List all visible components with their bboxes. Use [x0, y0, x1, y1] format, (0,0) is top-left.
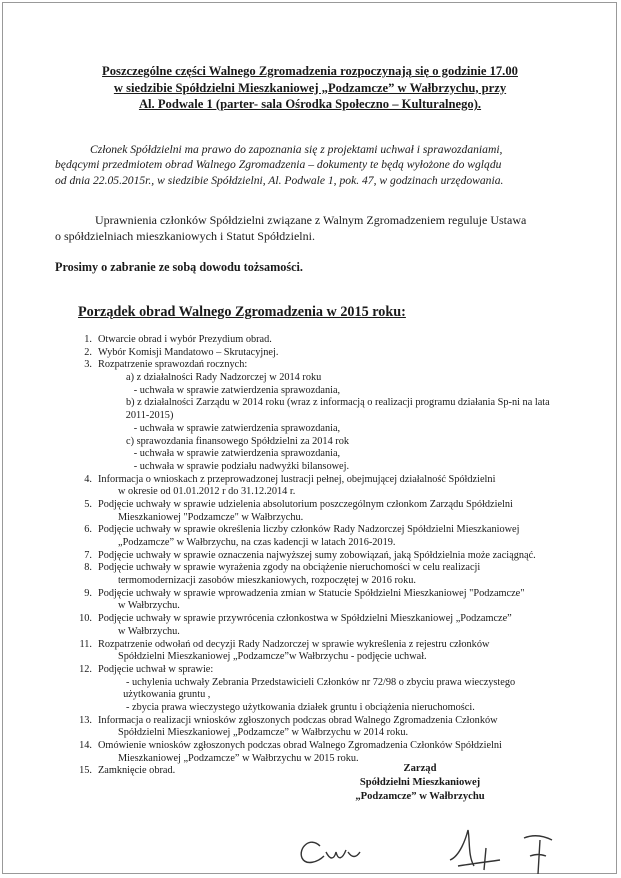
agenda-line [70, 664, 590, 677]
agenda-line [70, 550, 590, 563]
agenda-text: - uchwała w sprawie zatwierdzenia sprawozdania, [126, 422, 341, 434]
agenda-line [70, 689, 590, 702]
agenda-text: Mieszkaniowej "Podzamcze" w Wałbrzychu. [118, 511, 304, 523]
agenda-text: c) sprawozdania finansowego Spółdzielni za 2014 rok [126, 435, 350, 447]
intro-line: od dnia 22.05.2015r., w siedzibie Spółdzielni, Al. Podwale 1, pok. 47, w godzinach urzędowania. [55, 173, 504, 187]
rights-line: o spółdzielniach mieszkaniowych i Statut Spółdzielni. [55, 228, 315, 243]
agenda-text: Otwarcie obrad i wybór Prezydium obrad. [98, 334, 272, 345]
agenda-line [70, 702, 590, 715]
meeting-header [40, 63, 580, 113]
agenda-text: - uchwała w sprawie zatwierdzenia sprawozdania, [126, 448, 341, 460]
rights-line: Uprawnienia członków Spółdzielni związane z Walnym Zgromadzeniem reguluje Ustawa [95, 213, 527, 227]
agenda-line [70, 385, 590, 398]
signature-scribble-3 [524, 836, 552, 874]
agenda-text: 2011-2015) [118, 410, 174, 422]
agenda-text: Podjęcie uchwały w sprawie wyrażenia zgody na obciążenie nieruchomości w celu realizacji [98, 562, 481, 574]
agenda-text: termomodernizacji zasobów mieszkaniowych, rozpoczętej w 2016 roku. [118, 575, 416, 587]
rights-paragraph [55, 213, 575, 244]
agenda-text: Podjęcie uchwały w sprawie określenia liczby członków Rady Nadzorczej Spółdzielni Mieszkaniowej [98, 524, 520, 536]
agenda-text: „Podzamcze” w Wałbrzychu, na czas kadencji w latach 2016-2019. [118, 537, 396, 548]
agenda-number: 10. [79, 613, 92, 625]
agenda-text: Omówienie wniosków zgłoszonych podczas obrad Walnego Zgromadzenia Członków Spółdzielni [98, 740, 502, 751]
agenda-line [70, 562, 590, 575]
signature-line: Spółdzielni Mieszkaniowej [359, 776, 481, 788]
agenda-number: 8. [84, 562, 92, 574]
agenda-text: Mieszkaniowej „Podzamcze” w Wałbrzychu w 2015 roku. [118, 752, 359, 764]
agenda-line [70, 727, 590, 740]
agenda-line [70, 410, 590, 423]
agenda-line [70, 423, 590, 436]
agenda-line [70, 474, 590, 487]
agenda-line [70, 588, 590, 601]
agenda-text: b) z działalności Zarządu w 2014 roku (wraz z informacją o realizacji programu działania Sp-ni na lata [126, 397, 550, 409]
agenda-number: 1. [84, 334, 92, 345]
agenda-text: użytkowania gruntu , [118, 689, 211, 701]
agenda-text: Spółdzielni Mieszkaniowej „Podzamcze”w Wałbrzychu - podjęcie uchwał. [118, 651, 427, 663]
board-signature-block [330, 762, 510, 803]
agenda-line [70, 499, 590, 512]
agenda-text: Wybór Komisji Mandatowo – Skrutacyjnej. [98, 346, 279, 358]
agenda-line [70, 512, 590, 525]
agenda-line [70, 397, 590, 410]
agenda-line [70, 537, 590, 550]
agenda-list [70, 334, 590, 778]
signature-line: „Podzamcze” w Wałbrzychu [355, 790, 485, 802]
agenda-line [70, 626, 590, 639]
agenda-line [70, 486, 590, 499]
agenda-number: 9. [84, 587, 92, 599]
agenda-number: 7. [84, 549, 92, 561]
agenda-text: Spółdzielni Mieszkaniowej „Podzamcze” w Wałbrzychu w 2014 roku. [118, 727, 409, 739]
agenda-line [70, 334, 590, 347]
intro-paragraph [55, 142, 575, 188]
signature-line: Zarząd [403, 763, 437, 774]
agenda-line [70, 347, 590, 360]
intro-line: Członek Spółdzielni ma prawo do zapoznania się z projektami uchwał i sprawozdaniami, [90, 143, 503, 156]
handwritten-signatures [290, 826, 580, 876]
agenda-text: Podjęcie uchwały w sprawie wprowadzenia zmian w Statucie Spółdzielni Mieszkaniowej "Podzamcze" [98, 587, 525, 599]
agenda-number: 15. [79, 765, 92, 777]
agenda-line [70, 461, 590, 474]
agenda-text: Informacja o realizacji wniosków zgłoszonych podczas obrad Walnego Zgromadzenia Członków [98, 714, 498, 726]
signature-scribble-2 [450, 830, 500, 870]
agenda-number: 11. [79, 638, 92, 650]
agenda-text: w okresie od 01.01.2012 r do 31.12.2014 r. [118, 486, 296, 498]
agenda-number: 4. [84, 473, 92, 485]
agenda-line [70, 448, 590, 461]
header-line: Al. Podwale 1 (parter- sala Ośrodka Społeczno – Kulturalnego). [138, 97, 482, 111]
agenda-line [70, 677, 590, 690]
agenda-text: Rozpatrzenie odwołań od decyzji Rady Nadzorczej w sprawie wykreślenia z rejestru członków [98, 638, 490, 650]
agenda-line [70, 651, 590, 664]
agenda-text: - zbycia prawa wieczystego użytkowania działek gruntu i obciążenia nieruchomości. [126, 701, 475, 713]
agenda-line [70, 436, 590, 449]
signature-scribble-1 [301, 842, 360, 862]
header-line: Poszczególne części Walnego Zgromadzenia rozpoczynają się o godzinie 17.00 [102, 64, 518, 78]
agenda-text: w Wałbrzychu. [118, 625, 180, 637]
agenda-line [70, 575, 590, 588]
agenda-text: Zamknięcie obrad. [98, 765, 176, 777]
agenda-line [70, 613, 590, 626]
header-line: w siedzibie Spółdzielni Mieszkaniowej „Podzamcze” w Wałbrzychu, przy [113, 80, 507, 95]
agenda-text: Podjęcie uchwał w sprawie: [98, 663, 214, 675]
agenda-text: - uchylenia uchwały Zebrania Przedstawicieli Członków nr 72/98 o zbyciu prawa wieczystego [126, 676, 516, 688]
agenda-line [70, 715, 590, 728]
agenda-line [70, 359, 590, 372]
agenda-text: Podjęcie uchwały w sprawie oznaczenia najwyższej sumy zobowiązań, jaką Spółdzielnia może zaciągnąć. [98, 549, 536, 561]
agenda-line [70, 639, 590, 652]
agenda-title: Porządek obrad Walnego Zgromadzenia w 2015 roku: [78, 304, 406, 320]
agenda-text: Informacja o wnioskach z przeprowadzonej lustracji pełnej, obejmującej działalność Spółdzielni [98, 473, 496, 485]
agenda-text: Rozpatrzenie sprawozdań rocznych: [98, 359, 248, 371]
intro-line: będącymi przedmiotem obrad Walnego Zgromadzenia – dokumenty te będą wyłożone do wglądu [55, 158, 502, 172]
agenda-number: 14. [79, 740, 92, 751]
agenda-text: a) z działalności Rady Nadzorczej w 2014 roku [126, 372, 322, 384]
agenda-number: 12. [79, 663, 92, 675]
agenda-number: 2. [84, 346, 92, 358]
agenda-text: - uchwała w sprawie zatwierdzenia sprawozdania, [126, 384, 341, 396]
id-document-note: Prosimy o zabranie ze sobą dowodu tożsamości. [55, 260, 303, 274]
agenda-text: Podjęcie uchwały w sprawie przywrócenia członkostwa w Spółdzielni Mieszkaniowej „Podzamcze” [98, 613, 512, 625]
agenda-line [70, 372, 590, 385]
agenda-line [70, 740, 590, 753]
agenda-text: Podjęcie uchwały w sprawie udzielenia absolutorium poszczególnym członkom Zarządu Spółdzielni [98, 498, 513, 510]
agenda-number: 5. [84, 498, 92, 510]
agenda-text: - uchwała w sprawie podziału nadwyżki bilansowej. [126, 460, 350, 472]
agenda-text: w Wałbrzychu. [118, 600, 180, 612]
agenda-number: 13. [79, 714, 92, 726]
agenda-number: 3. [84, 359, 92, 371]
agenda-line [70, 524, 590, 537]
agenda-number: 6. [84, 524, 92, 536]
agenda-line [70, 600, 590, 613]
